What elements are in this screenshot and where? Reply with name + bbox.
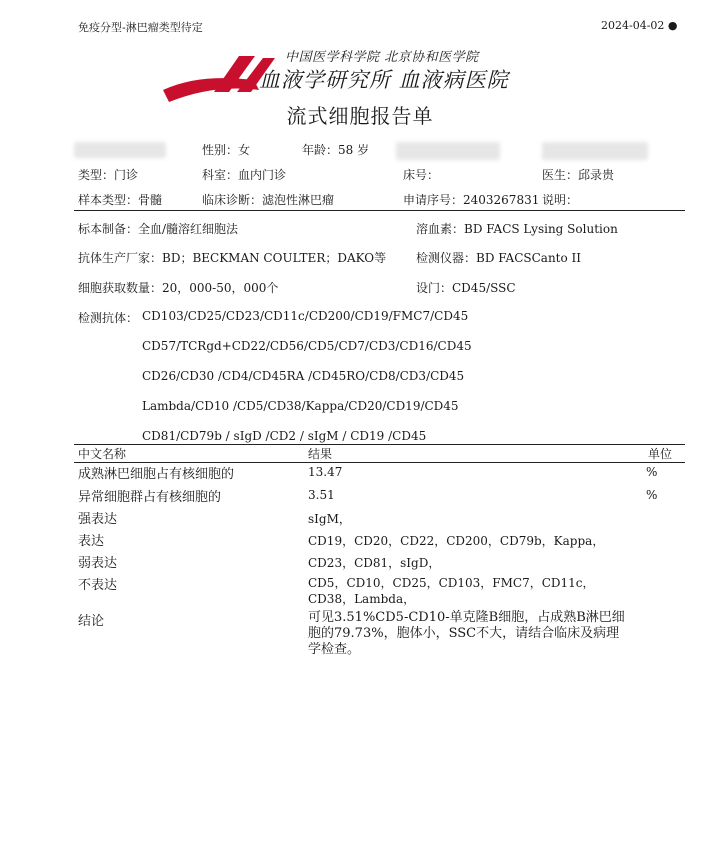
report-title: 流式细胞报告单 (286, 104, 434, 128)
row-name: 异常细胞群占有核细胞的 (78, 490, 222, 505)
logo-line-1: 中国医学科学院 北京协和医学院 (285, 50, 479, 65)
row-unit: % (646, 488, 658, 502)
note-label: 说明： (542, 193, 579, 207)
row-name: 成熟淋巴细胞占有核细胞的 (78, 467, 235, 482)
row-result: CD5，CD10，CD25，CD103，FMC7，CD11c，CD38，Lambda， (308, 576, 595, 606)
patient-age: 年龄：58 岁 (302, 143, 370, 157)
antibody-manufacturer: 抗体生产厂家：BD；BECKMAN COULTER；DAKO等 (78, 251, 387, 265)
antibody-panel: CD103/CD25/CD23/CD11c/CD200/CD19/FMC7/CD45 (142, 309, 469, 323)
row-name: 强表达 (78, 512, 118, 527)
sample-type: 样本类型：骨髓 (78, 193, 163, 207)
antibody-panel: CD26/CD30 /CD4/CD45RA /CD45RO/CD8/CD3/CD45 (142, 369, 465, 383)
divider-top (74, 210, 685, 211)
sample-prep: 标本制备：全血/髓溶红细胞法 (78, 222, 239, 236)
row-name: 表达 (78, 534, 105, 549)
patient-dept: 科室：血内门诊 (202, 168, 287, 182)
row-name: 弱表达 (78, 556, 118, 571)
request-number: 申请序号：2403267831 (403, 193, 540, 207)
antibody-panel: Lambda/CD10 /CD5/CD38/Kappa/CD20/CD19/CD45 (142, 399, 459, 413)
row-unit: % (646, 465, 658, 479)
redacted-id-1 (396, 142, 500, 160)
patient-bed: 床号： (403, 168, 440, 182)
row-name: 结论 (78, 614, 105, 629)
patient-gender: 性别：女 (202, 143, 251, 157)
gating: 设门：CD45/SSC (416, 281, 516, 295)
col-header-unit: 单位 (648, 447, 673, 461)
row-result: CD19，CD20，CD22，CD200，CD79b，Kappa， (308, 534, 605, 548)
row-result: 3.51 (308, 488, 335, 502)
logo-line-2: 血液学研究所 血液病医院 (259, 68, 509, 92)
antibody-label: 检测抗体： (78, 311, 139, 325)
row-result: sIgM， (308, 512, 351, 526)
row-result: 13.47 (308, 465, 343, 479)
report-category: 免疫分型-淋巴瘤类型待定 (78, 21, 203, 34)
patient-type: 类型：门诊 (78, 168, 139, 182)
antibody-panel: CD81/CD79b / sIgD /CD2 / sIgM / CD19 /CD45 (142, 429, 427, 443)
antibody-panel: CD57/TCRgd+CD22/CD56/CD5/CD7/CD3/CD16/CD45 (142, 339, 472, 353)
instrument: 检测仪器：BD FACSCanto II (416, 251, 582, 265)
clinical-diagnosis: 临床诊断：滤泡性淋巴瘤 (202, 193, 335, 207)
redacted-name (74, 142, 166, 158)
redacted-id-2 (542, 142, 648, 160)
table-top-line (74, 444, 685, 445)
patient-doctor: 医生：邱录贵 (542, 168, 615, 182)
conclusion-text: 可见3.51%CD5-CD10-单克隆B细胞，占成熟B淋巴细胞的79.73%，胞体小，SSC不大，请结合临床及病理学检查。 (308, 610, 625, 657)
report-date: 2024-04-02 ● (601, 19, 678, 32)
row-result: CD23，CD81，sIgD， (308, 556, 441, 570)
row-name: 不表达 (78, 578, 118, 593)
col-header-name: 中文名称 (78, 447, 127, 461)
col-header-result: 结果 (308, 447, 333, 461)
lysing-solution: 溶血素：BD FACS Lysing Solution (416, 222, 618, 236)
cell-count: 细胞获取数量：20，000-50，000个 (78, 281, 279, 295)
